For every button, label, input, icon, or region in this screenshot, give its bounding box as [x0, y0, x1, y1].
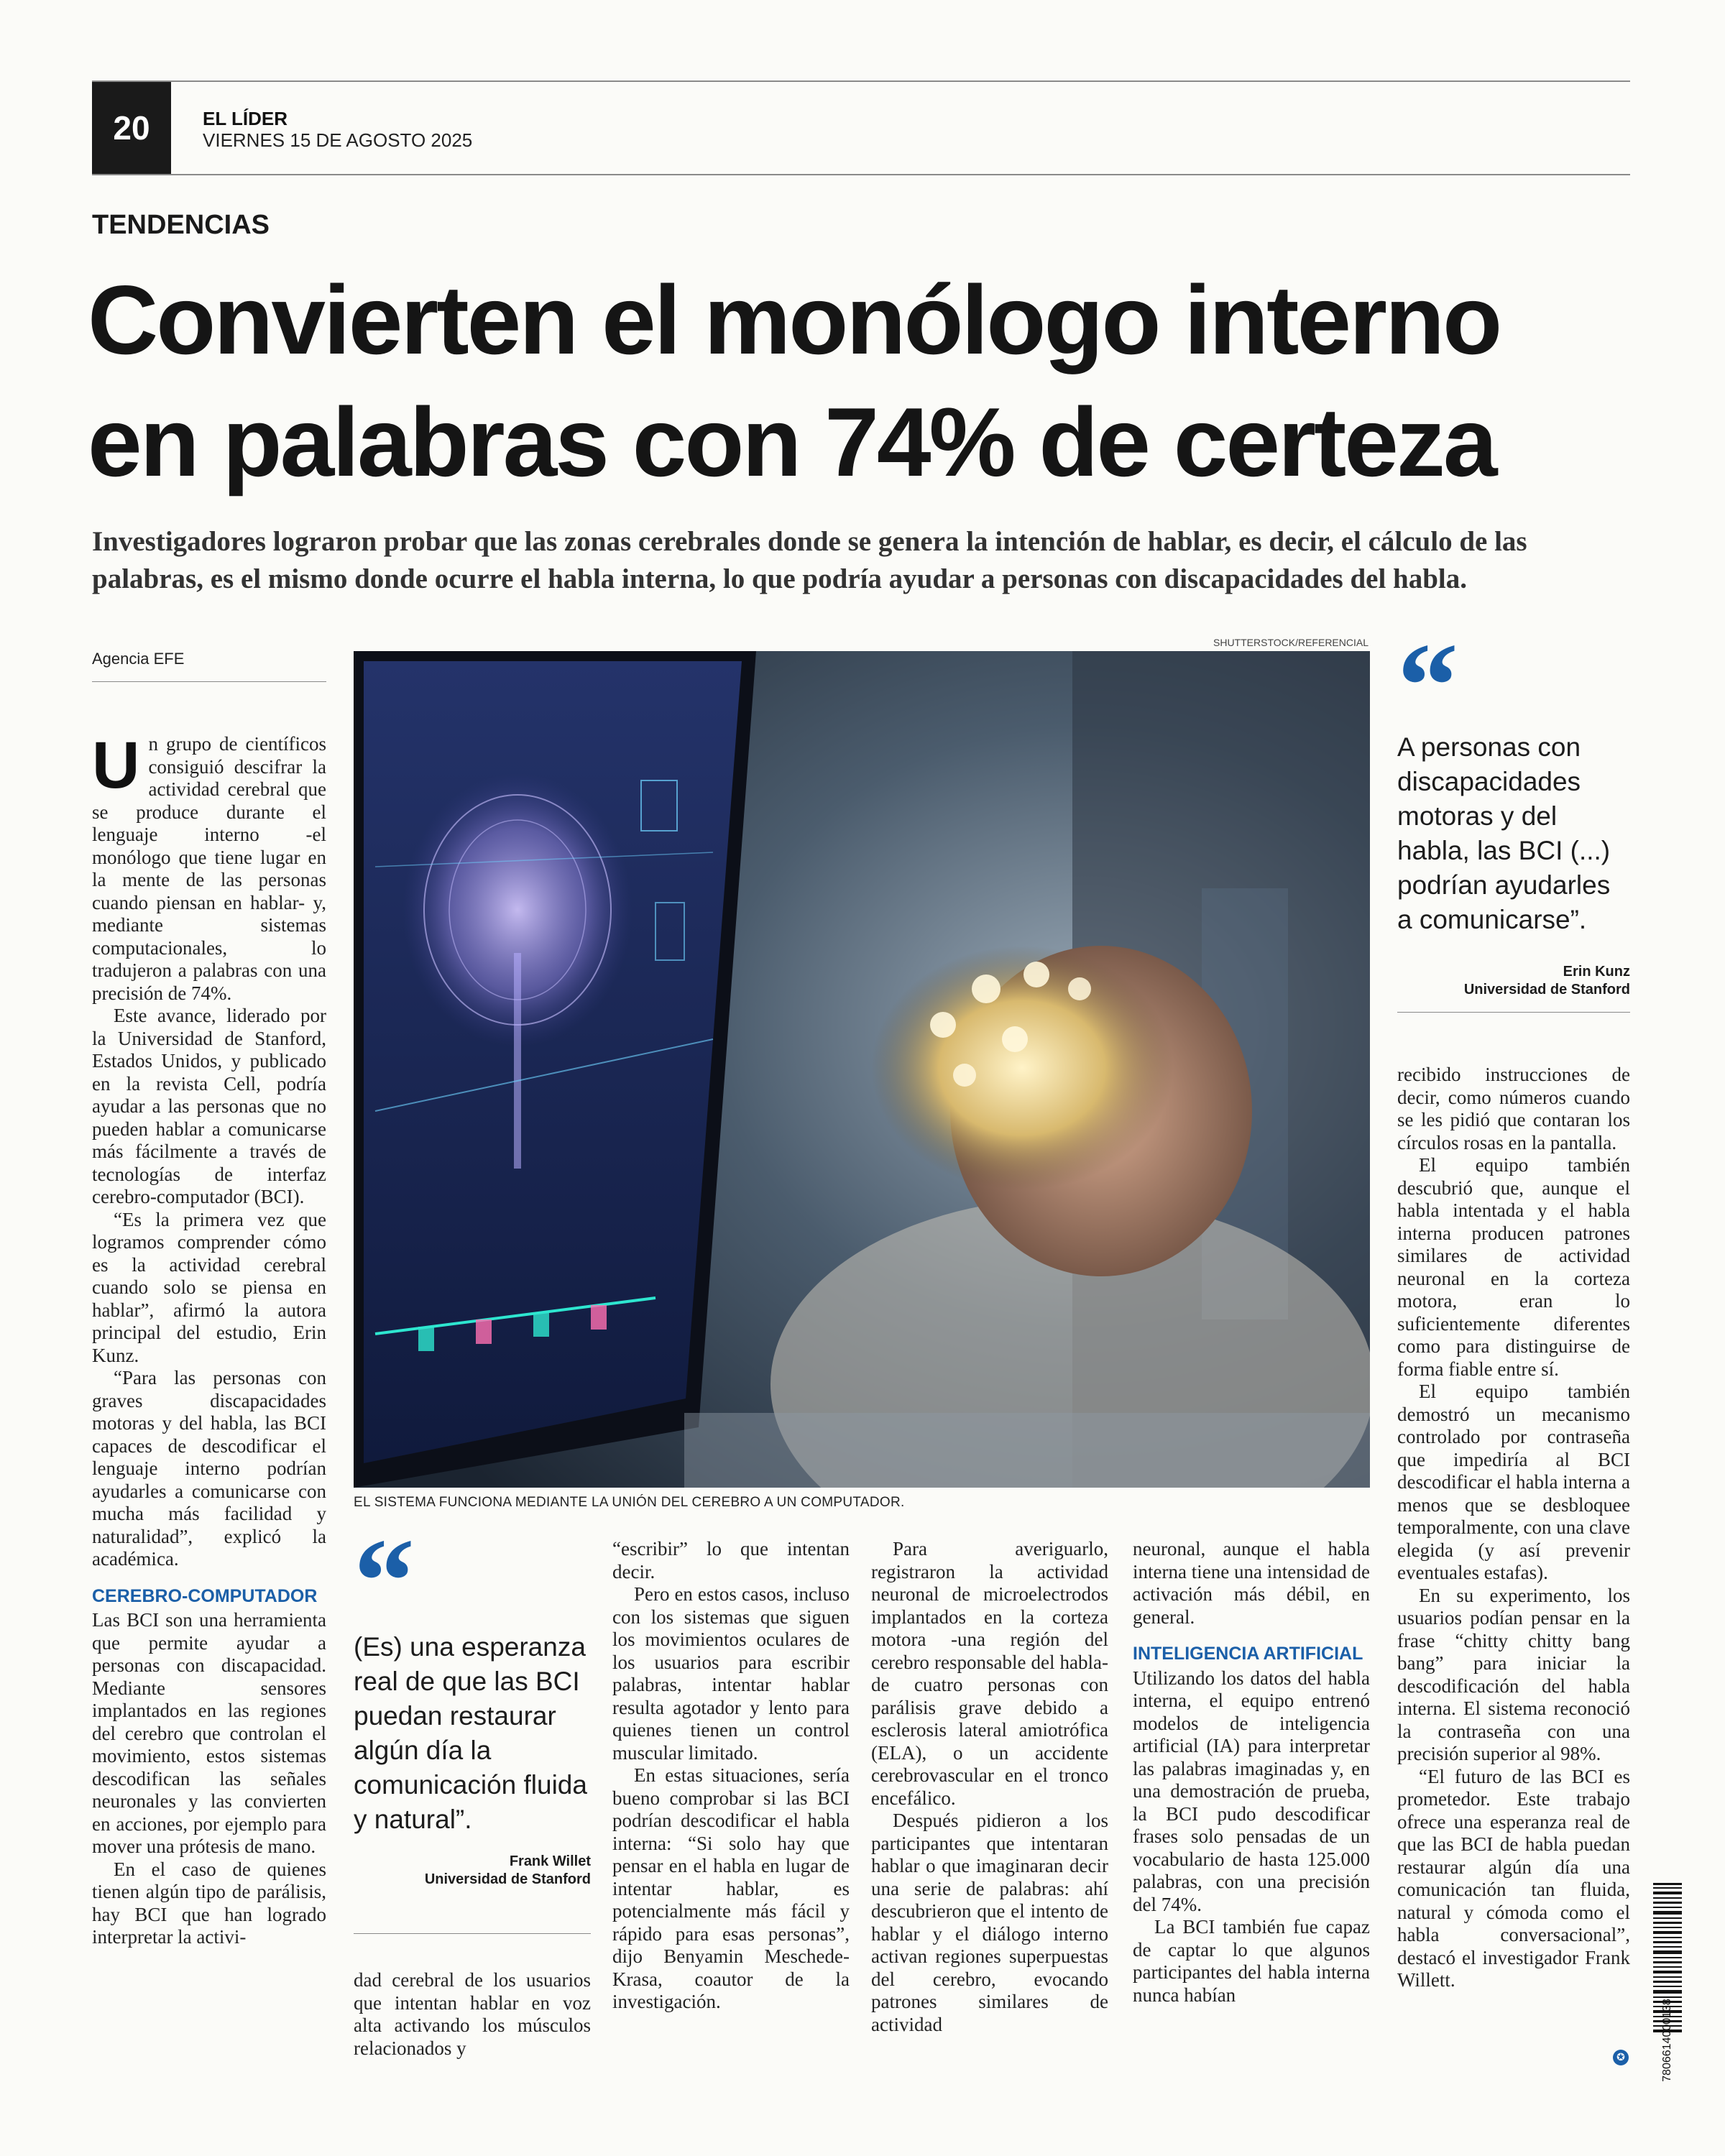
col5-p2: Utilizando los datos del habla interna, el equipo entrenó modelos de inteligencia artificial (IA) para interpretar las palabras imaginadas y, en una demostración de prueba, la BCI pudo descodificar frases solo pensadas de un vocabulario de hasta 125.000 palabras, con una precisión del 74%.	[1133, 1667, 1370, 1915]
quote-mark-icon-2: “	[354, 1514, 415, 1649]
pull-quote-2-text: (Es) una esperanza real de que las BCI puedan restaurar algún día la comunicación fluida y natural”.	[354, 1632, 587, 1834]
header-bottom-rule	[92, 174, 1630, 175]
column-4	[871, 1538, 1108, 2084]
col1-p5: Las BCI son una herramienta que permite ayudar a personas con discapacidad. Mediante sensores implantados en las regiones del cerebro que controlan el movimiento, estos sistemas descodifican las señales neuronales y las convierten en acciones, por ejemplo para mover una prótesis de mano.	[92, 1609, 326, 1857]
article-photo	[354, 651, 1370, 1488]
col2-p1: dad cerebral de los usuarios que intentan hablar en voz alta activando los músculos relacionados y	[354, 1969, 591, 2059]
top-rule	[92, 80, 1630, 82]
col3-p3: En estas situaciones, sería bueno comprobar si las BCI podrían descodificar el habla interna: “Si solo hay que pensar en el habla en lugar de intentar hablar, es potencialmente más fácil y rápido para esas personas”, dijo Benyamin Meschede-Krasa, coautor de la investigación.	[612, 1764, 850, 2012]
column-3	[612, 1538, 850, 2084]
pull-quote-2-rule	[354, 1933, 591, 1934]
pull-quote-2-affiliation: Universidad de Stanford	[424, 1871, 591, 1887]
headline	[88, 259, 1640, 503]
photo-illustration	[354, 651, 1370, 1488]
column-1	[92, 729, 326, 2084]
col1-p1: n grupo de científicos consiguió descifrar la actividad cerebral que se produce durante el lenguaje interno -el monólogo que tiene lugar en la mente de las personas cuando piensan en hablar- y, mediante sistemas computacionales, lo tradujeron a palabras con una precisión de 74%.	[92, 733, 326, 1004]
col5-p1: neuronal, aunque el habla interna tiene una intensidad de activación más débil, en general.	[1133, 1538, 1370, 1628]
headline-line-1: Convierten el monólogo interno	[88, 265, 1501, 374]
col3-p1: “escribir” lo que intentan decir.	[612, 1538, 850, 1583]
col1-p6: En el caso de quienes tienen algún tipo de parálisis, hay BCI que han logrado interpretar la activi-	[92, 1858, 326, 1948]
end-mark-icon: ✪	[1613, 2050, 1629, 2065]
col6-p5: “El futuro de las BCI es prometedor. Este trabajo ofrece una esperanza real de que las BCI de habla puedan restaurar algún día una comunicación tan fluida, natural y cómoda como el habla conversacional”, destacó el investigador Frank Willett.	[1397, 1765, 1630, 1991]
col1-p2: Este avance, liderado por la Universidad de Stanford, Estados Unidos, y publicado en la revista Cell, podría ayudar a las personas que no pueden hablar a comunicarse más fácilmente a través de tecnologías de interfaz cerebro-computador (BCI).	[92, 1005, 326, 1207]
byline: Agencia EFE	[92, 650, 185, 668]
pull-quote-1-text: A personas con discapacidades motoras y del habla, las BCI (...) podrían ayudarles a comunicarse”.	[1397, 732, 1611, 934]
column-2	[354, 1969, 591, 2084]
subhead-inteligencia-artificial: INTELIGENCIA ARTIFICIAL	[1133, 1644, 1363, 1664]
col1-p3: “Es la primera vez que logramos comprender cómo es la actividad cerebral cuando solo se piensa en hablar”, afirmó la autora principal del estudio, Erin Kunz.	[92, 1208, 326, 1366]
quote-mark-icon: “	[1397, 618, 1458, 753]
photo-caption: EL SISTEMA FUNCIONA MEDIANTE LA UNIÓN DEL CEREBRO A UN COMPUTADOR.	[354, 1495, 905, 1510]
col6-p4: En su experimento, los usuarios podían pensar en la frase “chitty chitty bang bang” para iniciar la descodificación del habla interna. El sistema reconoció la contraseña con una precisión superior al 98%.	[1397, 1584, 1630, 1764]
drop-cap: U	[92, 729, 140, 802]
page-number: 20	[113, 109, 150, 147]
col4-p1: Para averiguarlo, registraron la actividad neuronal de microelectrodos implantados en la corteza motora -una región del cerebro responsable del habla- de cuatro personas con parálisis grave debido a esclerosis lateral amiotrófica (ELA), o un accidente cerebrovascular en el tronco encefálico.	[871, 1538, 1108, 1809]
col3-p2: Pero en estos casos, incluso con los sistemas que siguen los movimientos oculares de los usuarios para escribir palabras, intentar hablar resulta agotador y lento para quienes tienen un control muscular limitado.	[612, 1583, 850, 1764]
col1-p4: “Para las personas con graves discapacidades motoras y del habla, las BCI capaces de descodificar el lenguaje interno podrían ayudarles a comunicarse con mucha más facilidad y naturalidad”, explicó la académica.	[92, 1367, 326, 1570]
pull-quote-1-rule	[1397, 1012, 1630, 1013]
pull-quote-1	[1397, 618, 1630, 1013]
paper-name: EL LÍDER	[203, 108, 288, 129]
barcode-number: 7806614000138	[1661, 1999, 1673, 2082]
subhead-cerebro-computador: CEREBRO-COMPUTADOR	[92, 1585, 318, 1606]
pull-quote-1-author: Erin Kunz	[1563, 964, 1630, 980]
column-6	[1397, 1064, 1630, 2084]
issue-date: VIERNES 15 DE AGOSTO 2025	[203, 129, 473, 151]
col6-p2: El equipo también descubrió que, aunque el habla intentada y el habla interna producen patrones similares de actividad neuronal en la corteza motora, eran lo suficientemente diferentes como para distinguirse de forma fiable entre sí.	[1397, 1154, 1630, 1380]
col6-p1: recibido instrucciones de decir, como números cuando se les pidió que contaran los círculos rosas en la pantalla.	[1397, 1064, 1630, 1153]
column-5	[1133, 1538, 1370, 2084]
photo-credit: SHUTTERSTOCK/REFERENCIAL	[1213, 637, 1368, 648]
page-number-tab	[92, 82, 171, 174]
pull-quote-2-author: Frank Willet	[509, 1853, 591, 1869]
byline-rule	[92, 681, 326, 682]
col4-p2: Después pidieron a los participantes que intentaran hablar o que imaginaran decir una serie de palabras: ahí descubrieron que el intento de hablar y el diálogo interno activan regiones superpuestas del cerebro, evocando patrones similares de actividad	[871, 1810, 1108, 2035]
deck: Investigadores lograron probar que las zonas cerebrales donde se genera la intención de hablar, es decir, el cálculo de las palabras, es el mismo donde ocurre el habla interna, lo que podría ayudar a personas con discapacidades del habla.	[92, 526, 1527, 594]
col6-p3: El equipo también demostró un mecanismo controlado por contraseña que impediría al BCI descodificar el habla interna a menos que se desbloquee temporalmente, con una clave elegida (y así prevenir eventuales estafas).	[1397, 1381, 1630, 1583]
section-label: TENDENCIAS	[92, 210, 270, 240]
pull-quote-2	[354, 1514, 591, 1926]
headline-line-2: en palabras con 74% de certeza	[88, 387, 1496, 497]
col5-p3: La BCI también fue capaz de captar lo que algunos participantes del habla interna nunca habían	[1133, 1916, 1370, 2006]
pull-quote-1-affiliation: Universidad de Stanford	[1463, 982, 1630, 998]
